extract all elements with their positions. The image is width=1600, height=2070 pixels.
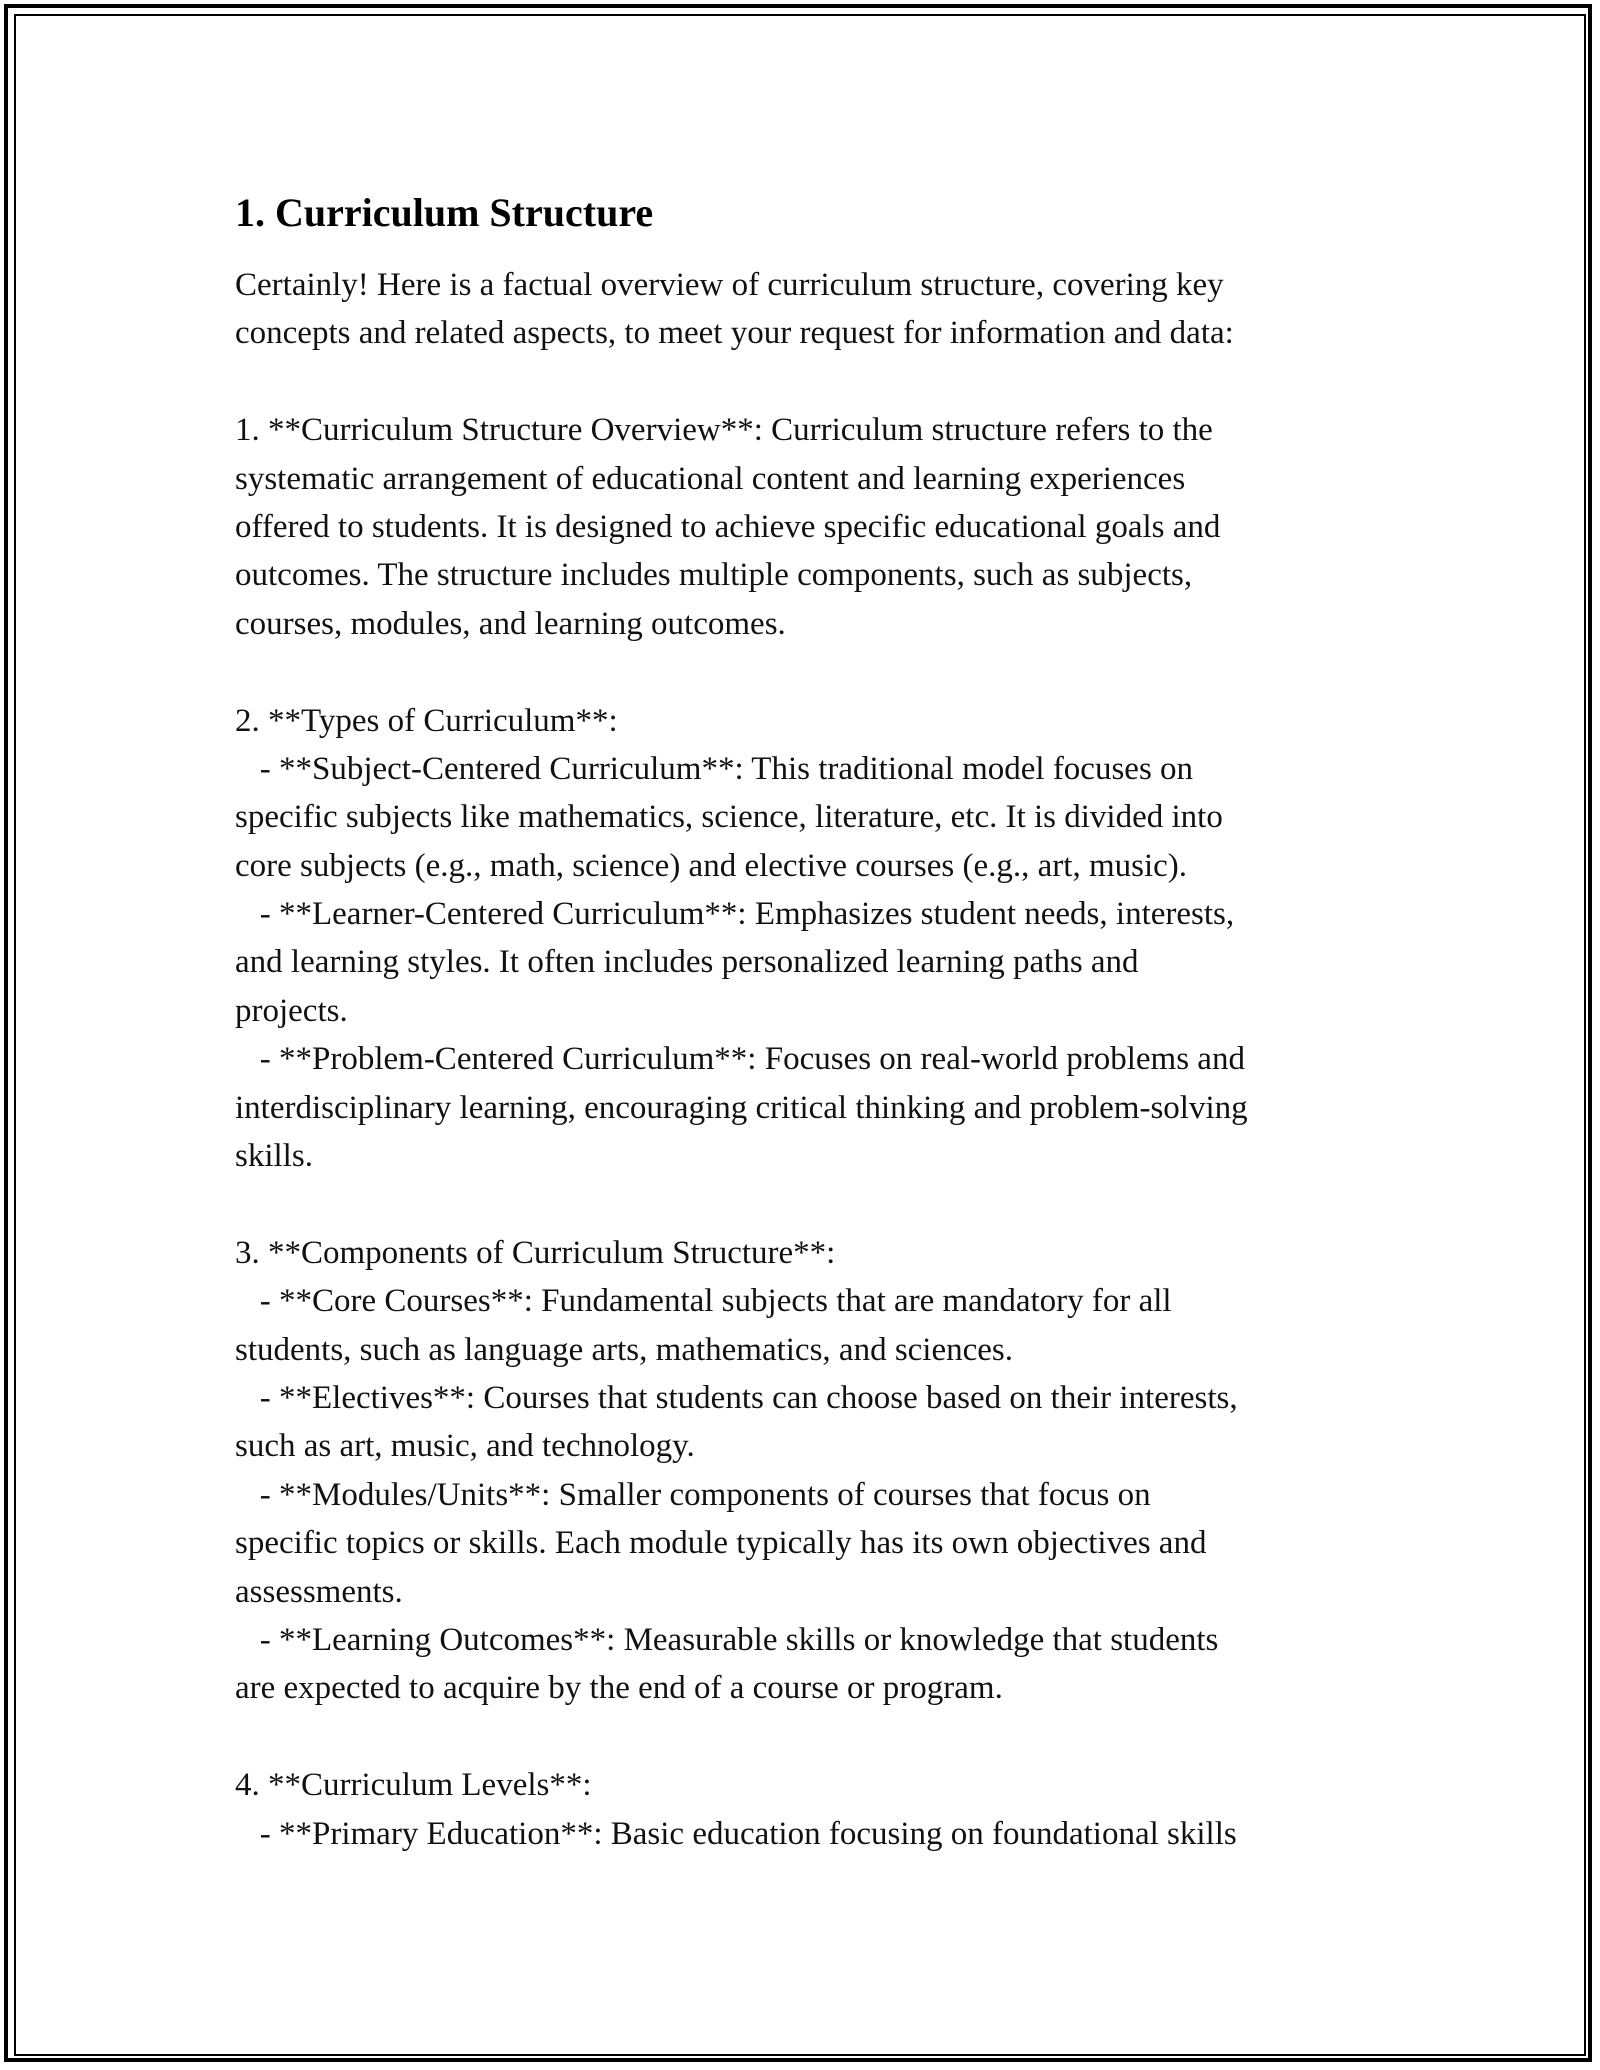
text-line: specific topics or skills. Each module typically has its own objectives and [235, 1525, 1207, 1562]
text-line: - **Problem-Centered Curriculum**: Focuses on real-world problems and [235, 1041, 1245, 1078]
text-line: 2. **Types of Curriculum**: [235, 702, 618, 739]
text-line: 4. **Curriculum Levels**: [235, 1767, 592, 1804]
text-line: skills. [235, 1138, 313, 1175]
text-line: - **Learner-Centered Curriculum**: Emphasizes student needs, interests, [235, 896, 1235, 933]
text-line: Certainly! Here is a factual overview of curriculum structure, covering key [235, 267, 1224, 303]
text-line: offered to students. It is designed to achieve specific educational goals and [235, 508, 1221, 545]
text-line: 3. **Components of Curriculum Structure**: [235, 1234, 836, 1271]
text-line: 1. **Curriculum Structure Overview**: Curriculum structure refers to the [235, 412, 1213, 449]
text-line [235, 648, 1375, 696]
text-line: interdisciplinary learning, encouraging critical thinking and problem-solving [235, 1089, 1248, 1126]
text-line: core subjects (e.g., math, science) and elective courses (e.g., art, music). [235, 847, 1188, 884]
text-line: concepts and related aspects, to meet your request for information and data: [235, 315, 1234, 352]
text-line: assessments. [235, 1573, 403, 1610]
text-line: systematic arrangement of educational content and learning experiences [235, 460, 1186, 497]
text-line: specific subjects like mathematics, science, literature, etc. It is divided into [235, 799, 1223, 836]
text-line: courses, modules, and learning outcomes. [235, 605, 786, 642]
text-line [235, 1713, 1375, 1761]
document-body [235, 185, 1375, 1858]
text-line: projects. [235, 992, 348, 1029]
text-line: - **Primary Education**: Basic education focusing on foundational skills [235, 1815, 1237, 1852]
text-line: - **Core Courses**: Fundamental subjects that are mandatory for all [235, 1283, 1172, 1320]
page-title: 1. Curriculum Structure [235, 190, 654, 235]
text-line: - **Modules/Units**: Smaller components of courses that focus on [235, 1476, 1151, 1513]
text-line: such as art, music, and technology. [235, 1428, 695, 1465]
text-line: - **Learning Outcomes**: Measurable skills or knowledge that students [235, 1621, 1219, 1658]
text-line: are expected to acquire by the end of a course or program. [235, 1670, 1003, 1707]
text-line: and learning styles. It often includes personalized learning paths and [235, 944, 1139, 981]
text-line: outcomes. The structure includes multiple components, such as subjects, [235, 557, 1193, 594]
text-line [235, 358, 1375, 406]
text-line: - **Subject-Centered Curriculum**: This traditional model focuses on [235, 750, 1194, 787]
text-line: - **Electives**: Courses that students can choose based on their interests, [235, 1379, 1238, 1416]
document-text [235, 261, 1375, 1858]
text-line [235, 1180, 1375, 1228]
text-line: students, such as language arts, mathematics, and sciences. [235, 1331, 1014, 1368]
